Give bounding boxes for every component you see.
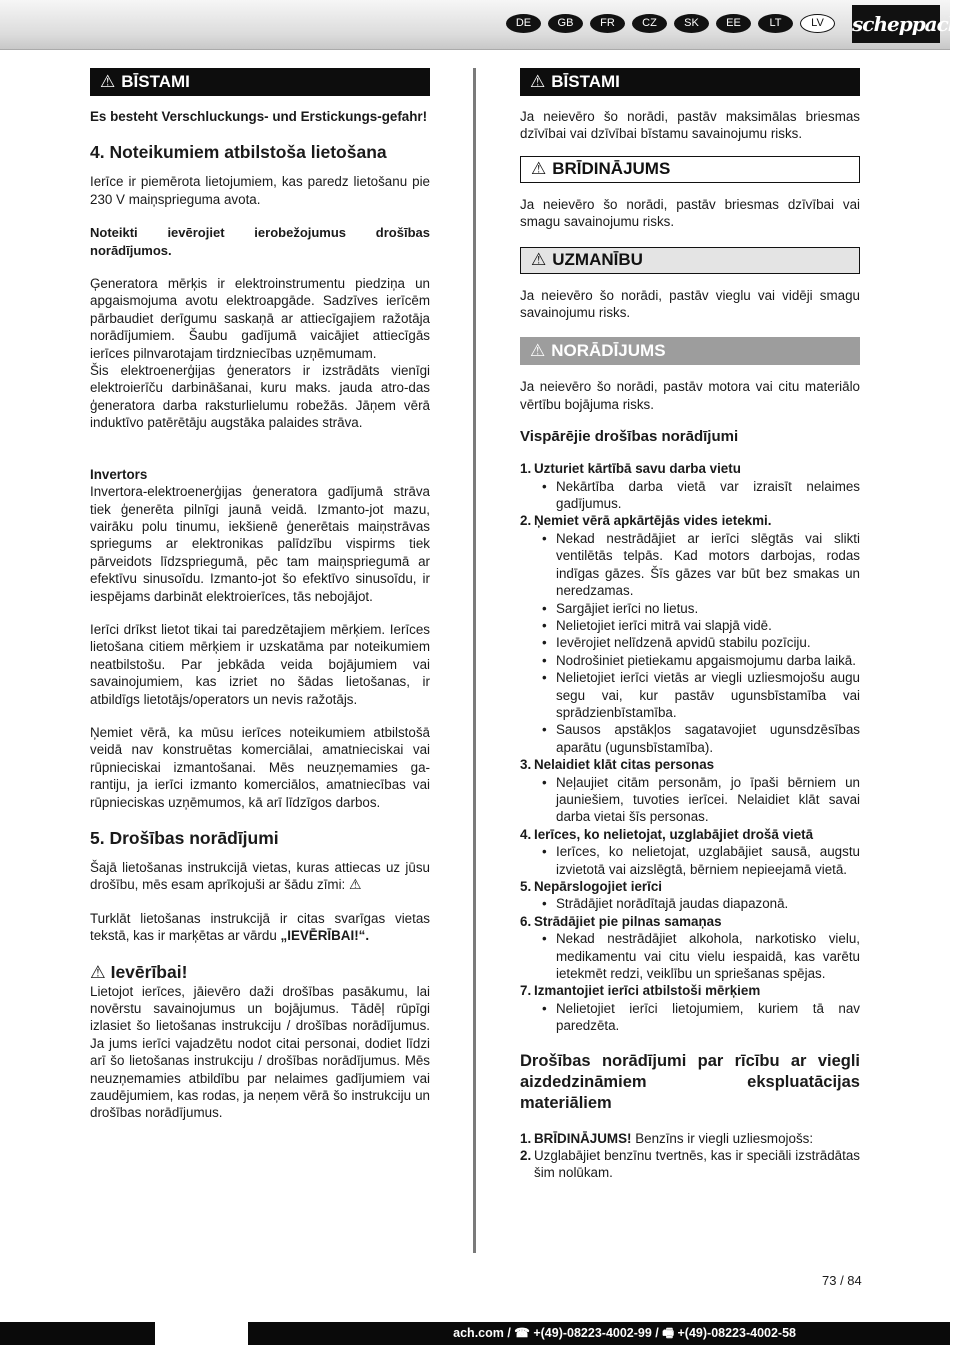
bullet-item: • Nodrošiniet pietiekamu apgaismojumu darba laikā. [542, 652, 860, 669]
general-safety-list [520, 460, 860, 1034]
warning-triangle-icon: ⚠ [530, 341, 546, 361]
caution-label: UZMANĪBU [552, 249, 643, 269]
bullet-item: • Nekad nestrādājiet alkohola, narkotisko vielu, medikamentu vai citu vielu iespaidā, kas varētu ietekmēt redzi, veiklību un spriešanas spējas. [542, 930, 860, 982]
item-title: Ņemiet vērā apkārtējās vides ietekmi. [534, 513, 772, 529]
inverter-text: Invertora-elektroenerģijas ģeneratora gadījumā strāva tiek ģenerēta pilnīgi jaunā veidā. Izmanto-jot mazu, vairāku polu tinumu, iekšienē ģenerētais maiņstrāvas spriegums ar elektronikas palīdzību vispirms tiek pārveidots līdzspriegumā, pēc tam maiņspriegumā ar efektīvu sinusoīdu. Izmanto-jot šo efektīvo sinusoīdu, ir iespējams darbināt elektroierīces, tās nebojājot. [90, 484, 430, 604]
lang-cz[interactable]: CZ [632, 14, 667, 33]
list-item [520, 1130, 860, 1147]
general-safety-title: Vispārējie drošības norādījumi [520, 428, 739, 446]
warning-triangle-icon: ⚠ [531, 158, 547, 178]
warning-text: Ja neievēro šo norādi, pastāv briesmas dzīvībai vai smagu savainojumu risks. [520, 196, 860, 230]
item-bold: BRĪDINĀJUMS! [534, 1130, 632, 1146]
item-number: 7. [520, 983, 532, 999]
item-title: Nelaidiet klāt citas personas [534, 757, 715, 773]
section-5-p1 [90, 859, 430, 894]
caution-text: Ja neievēro šo norādi, pastāv vieglu vai vidēji smagu savainojumu risks. [520, 287, 860, 321]
list-item [520, 913, 860, 983]
list-item [520, 512, 860, 756]
lang-gb[interactable]: GB [548, 14, 583, 33]
warning-triangle-icon: ⚠ [90, 961, 106, 982]
bullet-item: • Strādājiet norādītajā jaudas diapazonā. [542, 895, 860, 912]
warning-triangle-icon: ⚠ [349, 876, 362, 893]
item-title: Nepārslogojiet ierīci [534, 879, 662, 894]
lang-sk[interactable]: SK [674, 14, 709, 33]
warning-triangle-icon: ⚠ [530, 72, 546, 91]
page-footer [0, 1322, 950, 1345]
left-column [90, 68, 430, 1122]
language-selector [506, 14, 835, 33]
lang-ee[interactable]: EE [716, 14, 751, 33]
bullet-item: • Neļaujiet citām personām, jo īpaši bērniem un jauniešiem, tuvoties ierīcei. Nelaidiet klāt savai darba vietai šīs personas. [542, 774, 860, 826]
item-number: 2. [520, 1148, 532, 1164]
warning-triangle-icon: ⚠ [100, 72, 116, 91]
item-number: 4. [520, 826, 532, 842]
section-4-p1: Ierīce ir piemērota lietojumiem, kas paredz lietošanu pie 230 V maiņsprieguma avota. [90, 174, 430, 207]
bullet-item: • Sargājiet ierīci no lietus. [542, 600, 860, 617]
bullet-item: • Nelietojiet ierīci mitrā vai slapjā vidē. [542, 617, 860, 634]
lang-lt[interactable]: LT [758, 14, 793, 33]
lang-lv[interactable]: LV [800, 14, 835, 33]
danger-label: BĪSTAMI [121, 72, 190, 91]
warning-triangle-icon: ⚠ [531, 249, 547, 269]
caution-box [520, 247, 860, 274]
item-number: 1. [520, 461, 532, 477]
notice-label: NORĀDĪJUMS [551, 341, 666, 361]
item-title: Uzturiet kārtībā savu darba vietu [534, 461, 741, 477]
page-header [0, 0, 961, 50]
section-4-p2: Noteikti ievērojiet ierobežojumus drošības norādījumos. [90, 225, 430, 258]
bullet-item: • Ievērojiet nelīdzenā apvidū stabilu pozīciju. [542, 634, 860, 651]
danger-text: Ja neievēro šo norādi, pastāv maksimālas briesmas dzīvībai vai dzīvībai bīstamu savainojumu risks. [520, 109, 860, 142]
item-number: 3. [520, 757, 532, 773]
warning-label: BRĪDINĀJUMS [552, 158, 671, 178]
attention-text: Lietojot ierīces, jāievēro daži drošības pasākumu, lai novērstu savainojumus un bojājumus. Tādēļ rūpīgi izlasiet šo lietošanas instrukciju / drošības norādījumus. Ja jums ierīci vajadzētu nodot citai personai, dodiet līdzi arī šo lietošanas instrukciju / drošības norādījumus. Mēs neuzņemamies atbildību par nelaimes gadījumiem vai zaudējumiem, kas rodas, ja neņem vērā šo instrukciju un drošības norādījumus. [90, 983, 430, 1121]
list-item [520, 756, 860, 826]
bullet-item: • Nelietojiet ierīci lietojumiem, kuriem tā nav paredzēta. [542, 1000, 860, 1035]
bullet-item: • Sausos apstākļos sagatavojiet ugunsdzēsības aparātu (ugunsbīstamība). [542, 721, 860, 756]
warning-box [520, 156, 860, 183]
list-item [520, 982, 860, 1034]
footer-contact: ach.com / ☎ +(49)-08223-4002-99 / 🖷 +(49)-08223-4002-58 [453, 1326, 796, 1340]
lang-fr[interactable]: FR [590, 14, 625, 33]
item-title: Strādājiet pie pilnas samaņas [534, 913, 722, 929]
bullet-item: • Ierīces, ko nelietojat, uzglabājiet sausā, augstu izvietotā vai aizslēgtā, bērniem nepieejamā vietā. [542, 843, 860, 878]
item-title: Izmantojiet ierīci atbilstoši mērķiem [534, 983, 761, 999]
intended-use-text: Ierīci drīkst lietot tikai tai paredzētajiem mērķiem. Ierīces lietošana citiem mērķiem ir uzskatāma par noteikumiem neatbilstošu. Par jebkāda veida bojājumiem vai savainojumiem, kas izriet no šādas lietošanas, ir atbildīgs lietotājs/operators un nevis ražotājs. [90, 621, 430, 707]
item-text: Uzglabājiet benzīnu tvertnēs, kas ir speciāli izstrādātas šim nolūkam. [534, 1148, 860, 1181]
brand-logo: scheppach [852, 5, 940, 43]
list-item [520, 826, 860, 878]
item-title: Ierīces, ko nelietojat, uzglabājiet drošā vietā [534, 826, 814, 842]
danger-text: Es besteht Verschluckungs- und Erstickungs-gefahr! [90, 109, 428, 124]
danger-label: BĪSTAMI [551, 72, 620, 91]
section-5-p1-text: Šajā lietošanas instrukcijā vietas, kuras attiecas uz jūsu drošību, mēs esam aprīkojuši ar šādu zīmi: [90, 860, 430, 893]
right-column [520, 68, 860, 1182]
attention-title-label: Ievērībai! [110, 961, 188, 982]
item-number: 2. [520, 513, 532, 529]
bullet-item: • Nekad nestrādājiet ar ierīci slēgtās vai slikti ventilētās telpās. Kad motors darbojas, rodas indīgas gāzes. Šīs gāzes var būt bez smakas un neredzamas. [542, 530, 860, 600]
item-number: 6. [520, 913, 532, 929]
inverter-title: Invertors [90, 466, 148, 482]
item-number: 5. [520, 879, 532, 894]
section-5-p2 [90, 910, 430, 945]
bullet-item: • Nekārtība darba vietā var izraisīt nelaimes gadījumus. [542, 478, 860, 513]
column-divider [473, 68, 476, 1253]
attention-word: „IEVĒRĪBAI!“. [280, 928, 370, 944]
item-number: 1. [520, 1130, 532, 1146]
lang-de[interactable]: DE [506, 14, 541, 33]
section-4-title: 4. Noteikumiem atbilstoša lietošana [90, 142, 387, 163]
danger-box [90, 68, 430, 96]
fuel-safety-title: Drošības norādījumi par rīcību ar viegli aizdedzināmiem ekspluatācijas materiāliem [520, 1051, 860, 1112]
section-5-title: 5. Drošības norādījumi [90, 828, 279, 848]
fuel-safety-list [520, 1130, 860, 1182]
bullet-item: • Nelietojiet ierīci vietās ar viegli uzliesmojošu augu segu vai, kur pastāv ugunsbīstamība vai sprādzienbīstamība. [542, 669, 860, 721]
commercial-use-text: Ņemiet vērā, ka mūsu ierīces noteikumiem atbilstošā veidā nav konstruētas komerciālai, amatnieciskai vai rūpnieciskai izmantošanai. Mēs neuzņemamies ga-rantiju, ja ierīci izmanto komerciālos, amatniecības vai rūpnieciskas uzņēmumos, kā arī līdzīgos darbos. [90, 724, 430, 810]
notice-box [520, 337, 860, 365]
list-item [520, 878, 860, 913]
item-text: Benzīns ir viegli uzliesmojošs: [631, 1130, 814, 1146]
page-number: 73 / 84 [822, 1273, 862, 1288]
section-5-p2-text: Turklāt lietošanas instrukcijā ir citas svarīgas vietas tekstā, kas ir marķētas ar vārdu [90, 910, 430, 944]
list-item [520, 1147, 860, 1182]
attention-title [90, 961, 430, 983]
section-4-p3: Ģeneratora mērķis ir elektroinstrumentu piedziņa un apgaismojuma avotu elektroapgāde. Sadzīves ierīcēm pārbaudiet derīgumu saskaņā ar attiecīgajiem ražotāja norādījumiem. Šaubu gadījumā vaicājiet attiecīgās ierīces pilnvarotajam tirdzniecības uzņēmumam. [90, 276, 430, 361]
section-4-p4: Šis elektroenerģijas ģenerators ir izstrādāts vienīgi elektroierīču darbināšanai, kuru maks. jauda atro-das ģeneratora darba raksturlielumu robežās. Jāņem vērā induktīvo patērētāju augstāka palaides strāva. [90, 363, 430, 431]
list-item [520, 460, 860, 512]
notice-text: Ja neievēro šo norādi, pastāv motora vai citu materiālo vērtību bojājuma risks. [520, 379, 860, 412]
danger-box [520, 68, 860, 96]
